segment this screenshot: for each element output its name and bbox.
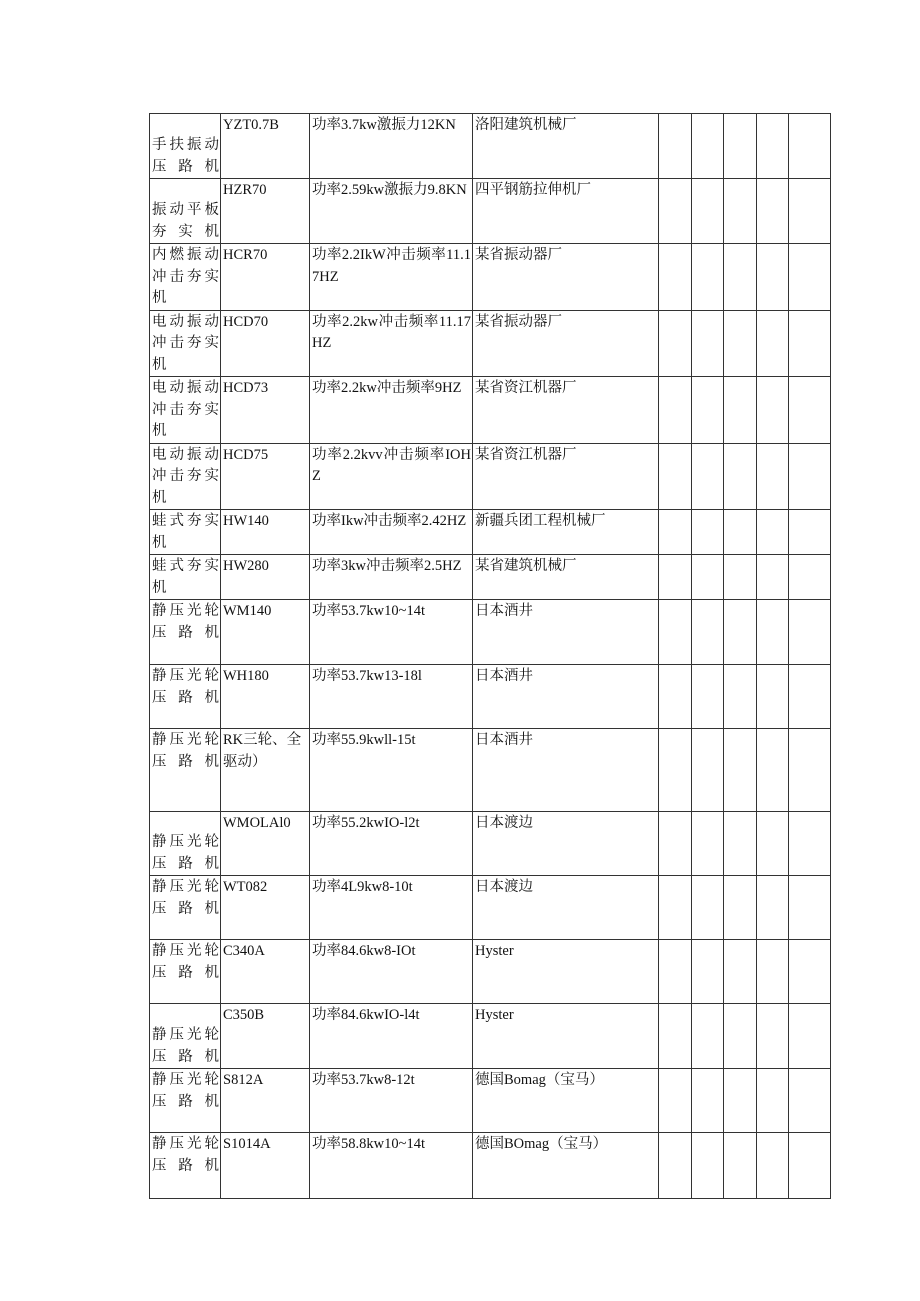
- manufacturer-cell: 新疆兵团工程机械厂: [473, 510, 659, 555]
- table-row: [150, 940, 831, 1004]
- empty-cell: [724, 555, 757, 600]
- spec-cell: 功率2.59kw激振力9.8KN: [310, 179, 473, 244]
- spec-cell: 功率3.7kw激振力12KN: [310, 114, 473, 179]
- empty-cell: [724, 812, 757, 876]
- empty-cell: [757, 1004, 789, 1069]
- spec-cell: 功率55.9kwll-15t: [310, 729, 473, 812]
- empty-cell: [789, 510, 831, 555]
- model-cell: HW280: [221, 555, 310, 600]
- empty-cell: [692, 244, 724, 311]
- machine-name-cell: 手扶振动压路机: [150, 114, 221, 179]
- model-cell: S812A: [221, 1069, 310, 1133]
- empty-cell: [789, 1069, 831, 1133]
- empty-cell: [692, 1133, 724, 1199]
- manufacturer-cell: Hyster: [473, 1004, 659, 1069]
- model-cell: YZT0.7B: [221, 114, 310, 179]
- spec-cell: 功率2.2kvv冲击频率IOHZ: [310, 443, 473, 510]
- empty-cell: [724, 876, 757, 940]
- empty-cell: [789, 1133, 831, 1199]
- machine-name-cell: 静压光轮压路机: [150, 729, 221, 812]
- manufacturer-cell: 日本渡边: [473, 876, 659, 940]
- empty-cell: [692, 1004, 724, 1069]
- model-cell: WM140: [221, 600, 310, 665]
- spec-cell: 功率84.6kwIO-l4t: [310, 1004, 473, 1069]
- empty-cell: [724, 310, 757, 377]
- spec-cell: 功率58.8kw10~14t: [310, 1133, 473, 1199]
- empty-cell: [659, 443, 692, 510]
- empty-cell: [692, 310, 724, 377]
- empty-cell: [789, 443, 831, 510]
- empty-cell: [724, 1133, 757, 1199]
- empty-cell: [692, 940, 724, 1004]
- spec-cell: 功率53.7kw8-12t: [310, 1069, 473, 1133]
- spec-cell: 功率2.2IkW冲击频率11.17HZ: [310, 244, 473, 311]
- spec-cell: 功率53.7kw13-18l: [310, 665, 473, 729]
- spec-cell: 功率3kw冲击频率2.5HZ: [310, 555, 473, 600]
- table-row: [150, 443, 831, 510]
- empty-cell: [692, 812, 724, 876]
- manufacturer-cell: 某省振动器厂: [473, 244, 659, 311]
- table-row: [150, 555, 831, 600]
- spec-cell: 功率Ikw冲击频率2.42HZ: [310, 510, 473, 555]
- empty-cell: [757, 179, 789, 244]
- empty-cell: [692, 443, 724, 510]
- empty-cell: [757, 665, 789, 729]
- model-cell: HCD73: [221, 377, 310, 444]
- empty-cell: [757, 510, 789, 555]
- equipment-table: [149, 113, 831, 1199]
- machine-name-cell: 静压光轮压路机: [150, 1069, 221, 1133]
- empty-cell: [692, 179, 724, 244]
- empty-cell: [659, 179, 692, 244]
- machine-name-cell: 静压光轮压路机: [150, 940, 221, 1004]
- empty-cell: [789, 812, 831, 876]
- manufacturer-cell: 德国Bomag（宝马）: [473, 1069, 659, 1133]
- machine-name-cell: 电动振动冲击夯实机: [150, 377, 221, 444]
- empty-cell: [692, 114, 724, 179]
- machine-name-cell: 静压光轮压路机: [150, 1004, 221, 1069]
- empty-cell: [692, 600, 724, 665]
- manufacturer-cell: 某省振动器厂: [473, 310, 659, 377]
- manufacturer-cell: 德国BOmag（宝马）: [473, 1133, 659, 1199]
- machine-name-cell: 内燃振动冲击夯实机: [150, 244, 221, 311]
- model-cell: RK三轮、全驱动）: [221, 729, 310, 812]
- model-cell: HW140: [221, 510, 310, 555]
- model-cell: HCD75: [221, 443, 310, 510]
- empty-cell: [692, 876, 724, 940]
- empty-cell: [692, 555, 724, 600]
- empty-cell: [789, 244, 831, 311]
- manufacturer-cell: Hyster: [473, 940, 659, 1004]
- empty-cell: [789, 555, 831, 600]
- table-row: [150, 876, 831, 940]
- machine-name-cell: 蛙式夯实机: [150, 510, 221, 555]
- spec-cell: 功率84.6kw8-IOt: [310, 940, 473, 1004]
- spec-cell: 功率55.2kwIO-l2t: [310, 812, 473, 876]
- empty-cell: [789, 665, 831, 729]
- machine-name-cell: 蛙式夯实机: [150, 555, 221, 600]
- empty-cell: [692, 510, 724, 555]
- machine-name-cell: 静压光轮压路机: [150, 1133, 221, 1199]
- model-cell: WH180: [221, 665, 310, 729]
- empty-cell: [789, 876, 831, 940]
- empty-cell: [724, 600, 757, 665]
- empty-cell: [659, 244, 692, 311]
- empty-cell: [789, 310, 831, 377]
- model-cell: WMOLAl0: [221, 812, 310, 876]
- machine-name-cell: 电动振动冲击夯实机: [150, 310, 221, 377]
- empty-cell: [757, 377, 789, 444]
- empty-cell: [724, 1004, 757, 1069]
- empty-cell: [659, 1133, 692, 1199]
- empty-cell: [659, 729, 692, 812]
- empty-cell: [789, 114, 831, 179]
- table-row: [150, 310, 831, 377]
- empty-cell: [757, 729, 789, 812]
- manufacturer-cell: 某省资江机器厂: [473, 443, 659, 510]
- empty-cell: [757, 940, 789, 1004]
- manufacturer-cell: 某省建筑机械厂: [473, 555, 659, 600]
- empty-cell: [724, 443, 757, 510]
- spec-cell: 功率2.2kw冲击频率9HZ: [310, 377, 473, 444]
- manufacturer-cell: 日本酒井: [473, 665, 659, 729]
- table-row: [150, 510, 831, 555]
- empty-cell: [757, 244, 789, 311]
- table-row: [150, 812, 831, 876]
- empty-cell: [757, 600, 789, 665]
- empty-cell: [757, 555, 789, 600]
- empty-cell: [757, 876, 789, 940]
- manufacturer-cell: 四平钢筋拉伸机厂: [473, 179, 659, 244]
- empty-cell: [789, 940, 831, 1004]
- empty-cell: [724, 510, 757, 555]
- empty-cell: [757, 1069, 789, 1133]
- manufacturer-cell: 日本酒井: [473, 729, 659, 812]
- empty-cell: [659, 940, 692, 1004]
- empty-cell: [659, 510, 692, 555]
- model-cell: WT082: [221, 876, 310, 940]
- empty-cell: [659, 114, 692, 179]
- model-cell: HCR70: [221, 244, 310, 311]
- manufacturer-cell: 某省资江机器厂: [473, 377, 659, 444]
- empty-cell: [692, 729, 724, 812]
- empty-cell: [724, 1069, 757, 1133]
- empty-cell: [724, 729, 757, 812]
- table-row: [150, 377, 831, 444]
- table-row: [150, 729, 831, 812]
- machine-name-cell: 静压光轮压路机: [150, 600, 221, 665]
- empty-cell: [757, 812, 789, 876]
- empty-cell: [659, 876, 692, 940]
- table-row: [150, 665, 831, 729]
- empty-cell: [789, 600, 831, 665]
- empty-cell: [724, 940, 757, 1004]
- empty-cell: [659, 665, 692, 729]
- spec-cell: 功率2.2kw冲击频率11.17HZ: [310, 310, 473, 377]
- empty-cell: [724, 665, 757, 729]
- table-row: [150, 244, 831, 311]
- table-row: [150, 1069, 831, 1133]
- spec-cell: 功率53.7kw10~14t: [310, 600, 473, 665]
- machine-name-cell: 振动平板夯实机: [150, 179, 221, 244]
- empty-cell: [659, 310, 692, 377]
- machine-name-cell: 静压光轮压路机: [150, 812, 221, 876]
- table-row: [150, 179, 831, 244]
- model-cell: S1014A: [221, 1133, 310, 1199]
- empty-cell: [724, 114, 757, 179]
- empty-cell: [659, 1004, 692, 1069]
- empty-cell: [659, 812, 692, 876]
- empty-cell: [757, 443, 789, 510]
- model-cell: HCD70: [221, 310, 310, 377]
- model-cell: HZR70: [221, 179, 310, 244]
- machine-name-cell: 电动振动冲击夯实机: [150, 443, 221, 510]
- model-cell: C350B: [221, 1004, 310, 1069]
- empty-cell: [692, 1069, 724, 1133]
- empty-cell: [757, 310, 789, 377]
- table-row: [150, 1133, 831, 1199]
- model-cell: C340A: [221, 940, 310, 1004]
- empty-cell: [757, 1133, 789, 1199]
- empty-cell: [659, 600, 692, 665]
- empty-cell: [659, 555, 692, 600]
- spec-cell: 功率4L9kw8-10t: [310, 876, 473, 940]
- empty-cell: [724, 377, 757, 444]
- manufacturer-cell: 洛阳建筑机械厂: [473, 114, 659, 179]
- empty-cell: [724, 179, 757, 244]
- empty-cell: [789, 377, 831, 444]
- manufacturer-cell: 日本渡边: [473, 812, 659, 876]
- empty-cell: [789, 729, 831, 812]
- machine-name-cell: 静压光轮压路机: [150, 876, 221, 940]
- equipment-table-body: [150, 114, 831, 1199]
- machine-name-cell: 静压光轮压路机: [150, 665, 221, 729]
- table-row: [150, 1004, 831, 1069]
- empty-cell: [659, 1069, 692, 1133]
- table-row: [150, 600, 831, 665]
- manufacturer-cell: 日本酒井: [473, 600, 659, 665]
- empty-cell: [659, 377, 692, 444]
- empty-cell: [692, 377, 724, 444]
- empty-cell: [757, 114, 789, 179]
- empty-cell: [789, 179, 831, 244]
- empty-cell: [789, 1004, 831, 1069]
- empty-cell: [724, 244, 757, 311]
- empty-cell: [692, 665, 724, 729]
- table-row: [150, 114, 831, 179]
